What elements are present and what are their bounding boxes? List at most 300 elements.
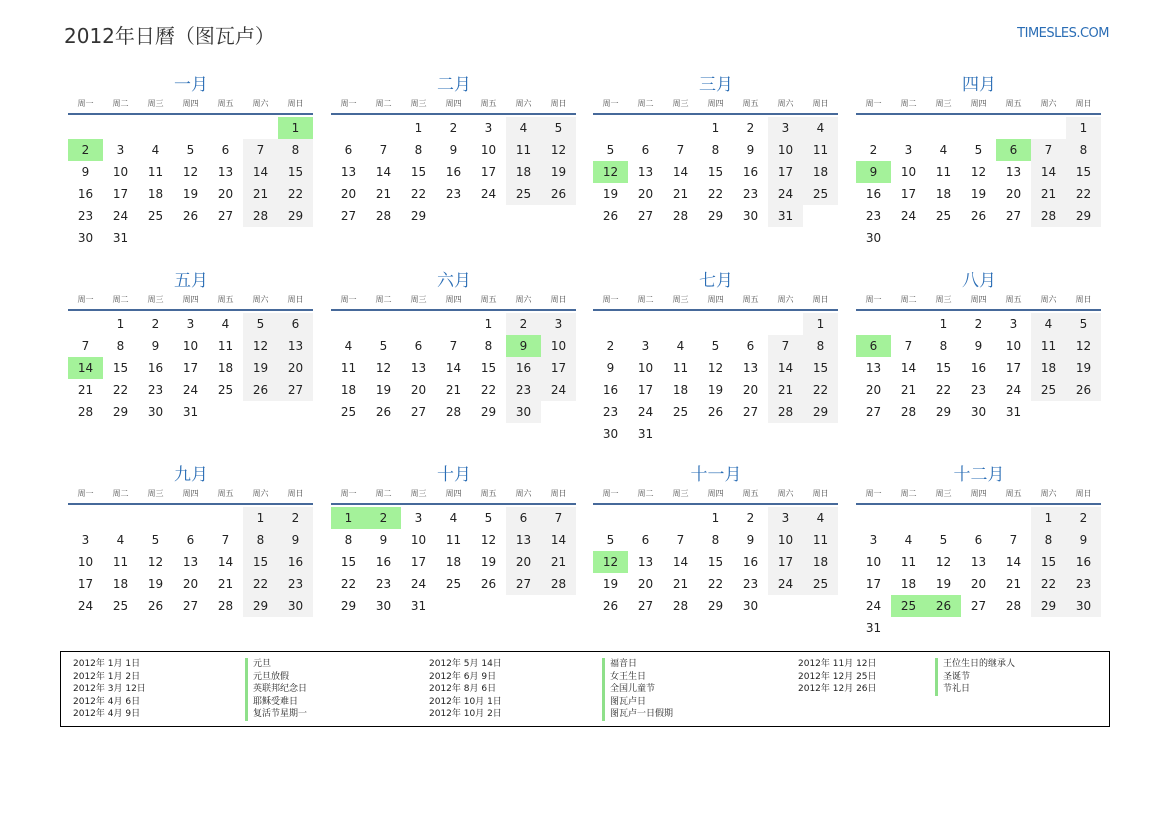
month-divider xyxy=(593,503,838,505)
day-cell: 26 xyxy=(707,405,724,419)
day-cell: 13 xyxy=(1005,165,1022,179)
month-name: 十月 xyxy=(437,465,471,485)
day-cell: 14 xyxy=(1005,555,1022,569)
month-name: 三月 xyxy=(699,75,733,95)
day-cell: 24 xyxy=(112,209,129,223)
empty-cell xyxy=(628,313,663,335)
weekday-label: 周一 xyxy=(77,489,94,498)
day-cell: 28 xyxy=(375,209,392,223)
day-cell: 5 xyxy=(606,533,615,547)
day-cell: 2 xyxy=(449,121,458,135)
day-cell: 4 xyxy=(449,511,458,525)
day-cell: 22 xyxy=(707,187,724,201)
day-cell: 27 xyxy=(637,209,654,223)
empty-cell xyxy=(663,313,698,335)
day-cell: 25 xyxy=(147,209,164,223)
day-cell: 23 xyxy=(445,187,462,201)
weekday-label: 周一 xyxy=(77,295,94,304)
day-cell: 28 xyxy=(672,599,689,613)
day-grid xyxy=(331,313,577,423)
day-cell: 20 xyxy=(410,383,427,397)
day-cell: 3 xyxy=(641,339,650,353)
weekday-label: 周四 xyxy=(182,99,199,108)
day-cell: 2 xyxy=(974,317,983,331)
empty-cell xyxy=(593,507,628,529)
legend-date: 2012年 6月 9日 xyxy=(429,671,497,682)
empty-cell xyxy=(173,117,208,139)
weekday-label: 周三 xyxy=(935,99,952,108)
day-cell: 30 xyxy=(742,209,759,223)
day-cell: 6 xyxy=(414,339,423,353)
empty-cell xyxy=(103,117,138,139)
empty-cell xyxy=(1031,117,1066,139)
day-cell: 14 xyxy=(445,361,462,375)
day-cell: 31 xyxy=(1005,405,1022,419)
day-cell: 30 xyxy=(147,405,164,419)
day-cell: 8 xyxy=(243,529,278,551)
day-cell: 23 xyxy=(970,383,987,397)
day-cell: 19 xyxy=(602,187,619,201)
day-cell: 21 xyxy=(541,551,576,573)
weekday-label: 周六 xyxy=(515,489,532,498)
day-cell: 5 xyxy=(484,511,493,525)
weekday-label: 周一 xyxy=(602,99,619,108)
day-cell: 8 xyxy=(803,335,838,357)
empty-cell xyxy=(366,313,401,335)
day-cell: 25 xyxy=(672,405,689,419)
legend-holiday: 图瓦卢日 xyxy=(602,696,673,709)
day-cell: 12 xyxy=(935,555,952,569)
day-cell: 24 xyxy=(865,599,882,613)
day-cell: 4 xyxy=(116,533,125,547)
day-cell: 22 xyxy=(707,577,724,591)
day-cell: 12 xyxy=(707,361,724,375)
weekday-label: 周五 xyxy=(480,99,497,108)
day-cell: 2 xyxy=(151,317,160,331)
day-cell: 3 xyxy=(484,121,493,135)
day-grid xyxy=(593,507,839,617)
month-divider xyxy=(331,503,576,505)
month-name: 七月 xyxy=(699,271,733,291)
day-cell: 6 xyxy=(344,143,353,157)
month-name: 十一月 xyxy=(690,465,742,485)
day-cell: 7 xyxy=(81,339,90,353)
day-cell: 6 xyxy=(278,313,313,335)
day-cell: 20 xyxy=(217,187,234,201)
day-cell: 14 xyxy=(243,161,278,183)
day-cell: 17 xyxy=(768,161,803,183)
day-cell: 28 xyxy=(900,405,917,419)
day-cell: 21 xyxy=(768,379,803,401)
day-cell: 4 xyxy=(939,143,948,157)
site-link[interactable]: TIMESLES.COM xyxy=(1017,26,1109,41)
empty-cell xyxy=(366,117,401,139)
day-cell: 11 xyxy=(445,533,462,547)
month-calendar xyxy=(331,270,577,423)
day-cell: 29 xyxy=(410,209,427,223)
legend-holiday: 元旦放假 xyxy=(245,671,307,684)
day-cell: 18 xyxy=(147,187,164,201)
day-cell: 13 xyxy=(865,361,882,375)
empty-cell xyxy=(593,117,628,139)
day-cell: 28 xyxy=(541,573,576,595)
day-cell: 20 xyxy=(340,187,357,201)
day-cell: 3 xyxy=(116,143,125,157)
legend-date: 2012年 12月 26日 xyxy=(798,684,877,694)
legend-holiday: 耶稣受难日 xyxy=(245,696,307,709)
weekday-label: 周四 xyxy=(445,99,462,108)
weekday-label: 周日 xyxy=(1075,489,1092,498)
weekday-label: 周日 xyxy=(287,99,304,108)
weekday-label: 周二 xyxy=(900,489,917,498)
weekday-label: 周五 xyxy=(1005,295,1022,304)
day-cell: 30 xyxy=(506,401,541,423)
day-cell: 27 xyxy=(970,599,987,613)
day-cell: 9 xyxy=(974,339,983,353)
weekday-label: 周五 xyxy=(480,489,497,498)
day-cell: 22 xyxy=(803,379,838,401)
month-name: 二月 xyxy=(437,75,471,95)
day-cell: 6 xyxy=(641,533,650,547)
weekday-label: 周五 xyxy=(217,99,234,108)
legend-dates-2 xyxy=(429,658,502,721)
day-cell: 26 xyxy=(480,577,497,591)
day-cell: 15 xyxy=(410,165,427,179)
day-cell: 14 xyxy=(900,361,917,375)
day-cell: 16 xyxy=(602,383,619,397)
day-cell: 20 xyxy=(1005,187,1022,201)
weekday-label: 周四 xyxy=(970,295,987,304)
legend-date: 2012年 10月 1日 xyxy=(429,696,502,707)
day-cell: 8 xyxy=(484,339,493,353)
day-cell: 5 xyxy=(379,339,388,353)
holiday-day: 9 xyxy=(506,335,541,357)
day-cell: 7 xyxy=(1031,139,1066,161)
day-cell: 29 xyxy=(243,595,278,617)
day-cell: 19 xyxy=(602,577,619,591)
day-cell: 5 xyxy=(1066,313,1101,335)
day-cell: 28 xyxy=(77,405,94,419)
day-cell: 31 xyxy=(865,621,882,635)
day-cell: 20 xyxy=(865,383,882,397)
day-cell: 24 xyxy=(637,405,654,419)
day-cell: 2 xyxy=(746,511,755,525)
weekday-label: 周二 xyxy=(637,295,654,304)
weekday-label: 周二 xyxy=(375,295,392,304)
day-cell: 21 xyxy=(77,383,94,397)
month-name: 四月 xyxy=(962,75,996,95)
day-cell: 13 xyxy=(970,555,987,569)
weekday-label: 周五 xyxy=(1005,489,1022,498)
weekday-label: 周日 xyxy=(550,489,567,498)
day-cell: 6 xyxy=(186,533,195,547)
day-cell: 10 xyxy=(768,139,803,161)
day-cell: 27 xyxy=(340,209,357,223)
weekday-label: 周二 xyxy=(112,295,129,304)
day-cell: 21 xyxy=(1005,577,1022,591)
day-cell: 15 xyxy=(340,555,357,569)
day-cell: 3 xyxy=(904,143,913,157)
day-cell: 7 xyxy=(1009,533,1018,547)
day-cell: 18 xyxy=(112,577,129,591)
day-cell: 15 xyxy=(112,361,129,375)
day-cell: 25 xyxy=(217,383,234,397)
day-cell: 2 xyxy=(278,507,313,529)
weekday-label: 周五 xyxy=(742,489,759,498)
empty-cell xyxy=(698,313,733,335)
month-name: 一月 xyxy=(174,75,208,95)
day-cell: 18 xyxy=(672,383,689,397)
day-cell: 4 xyxy=(151,143,160,157)
weekday-label: 周四 xyxy=(707,295,724,304)
day-cell: 26 xyxy=(243,379,278,401)
weekday-label: 周四 xyxy=(182,489,199,498)
day-cell: 8 xyxy=(116,339,125,353)
empty-cell xyxy=(68,117,103,139)
weekday-header xyxy=(856,97,1102,111)
weekday-label: 周一 xyxy=(77,99,94,108)
day-cell: 24 xyxy=(768,573,803,595)
weekday-label: 周二 xyxy=(900,99,917,108)
day-cell: 9 xyxy=(449,143,458,157)
month-calendar xyxy=(593,464,839,617)
day-cell: 10 xyxy=(182,339,199,353)
empty-cell xyxy=(891,507,926,529)
day-cell: 14 xyxy=(217,555,234,569)
day-grid xyxy=(68,507,314,617)
month-name: 六月 xyxy=(437,271,471,291)
holiday-day: 2 xyxy=(68,139,103,161)
day-cell: 23 xyxy=(1066,573,1101,595)
day-cell: 2 xyxy=(606,339,615,353)
day-cell: 3 xyxy=(869,533,878,547)
month-divider xyxy=(68,113,313,115)
day-cell: 17 xyxy=(768,551,803,573)
day-cell: 15 xyxy=(707,555,724,569)
month-calendar xyxy=(68,74,314,249)
day-cell: 13 xyxy=(182,555,199,569)
weekday-label: 周一 xyxy=(865,489,882,498)
day-cell: 16 xyxy=(147,361,164,375)
month-calendar xyxy=(331,464,577,617)
day-cell: 13 xyxy=(410,361,427,375)
month-divider xyxy=(593,113,838,115)
day-cell: 20 xyxy=(742,383,759,397)
day-cell: 19 xyxy=(480,555,497,569)
day-cell: 18 xyxy=(900,577,917,591)
day-cell: 10 xyxy=(768,529,803,551)
day-cell: 22 xyxy=(1031,573,1066,595)
day-cell: 26 xyxy=(147,599,164,613)
day-cell: 8 xyxy=(711,533,720,547)
empty-cell xyxy=(208,507,243,529)
day-cell: 13 xyxy=(637,555,654,569)
weekday-label: 周二 xyxy=(637,99,654,108)
day-cell: 29 xyxy=(935,405,952,419)
legend-date: 2012年 4月 9日 xyxy=(73,709,141,719)
day-cell: 14 xyxy=(672,165,689,179)
day-cell: 17 xyxy=(865,577,882,591)
day-cell: 21 xyxy=(217,577,234,591)
day-cell: 23 xyxy=(742,187,759,201)
day-cell: 7 xyxy=(904,339,913,353)
day-cell: 13 xyxy=(506,529,541,551)
day-cell: 25 xyxy=(340,405,357,419)
day-cell: 1 xyxy=(711,121,720,135)
weekday-label: 周六 xyxy=(252,489,269,498)
day-cell: 13 xyxy=(278,335,313,357)
weekday-label: 周二 xyxy=(375,489,392,498)
month-calendar xyxy=(68,464,314,617)
holiday-day: 1 xyxy=(278,117,313,139)
day-cell: 29 xyxy=(1066,205,1101,227)
empty-cell xyxy=(138,507,173,529)
legend-date: 2012年 3月 12日 xyxy=(73,684,146,694)
day-cell: 16 xyxy=(865,187,882,201)
day-cell: 10 xyxy=(480,143,497,157)
day-cell: 16 xyxy=(742,165,759,179)
day-cell: 21 xyxy=(900,383,917,397)
day-cell: 11 xyxy=(803,139,838,161)
day-cell: 12 xyxy=(970,165,987,179)
weekday-label: 周三 xyxy=(147,295,164,304)
day-cell: 26 xyxy=(602,599,619,613)
day-cell: 12 xyxy=(243,335,278,357)
month-divider xyxy=(856,309,1101,311)
legend-date: 2012年 10月 2日 xyxy=(429,709,502,719)
day-cell: 30 xyxy=(278,595,313,617)
day-cell: 17 xyxy=(77,577,94,591)
day-cell: 6 xyxy=(221,143,230,157)
day-cell: 29 xyxy=(480,405,497,419)
day-cell: 14 xyxy=(768,357,803,379)
weekday-label: 周日 xyxy=(550,99,567,108)
holiday-day: 9 xyxy=(856,161,891,183)
day-cell: 4 xyxy=(904,533,913,547)
weekday-label: 周三 xyxy=(410,295,427,304)
day-cell: 17 xyxy=(541,357,576,379)
day-cell: 10 xyxy=(112,165,129,179)
weekday-label: 周一 xyxy=(340,295,357,304)
day-cell: 10 xyxy=(900,165,917,179)
weekday-label: 周一 xyxy=(865,295,882,304)
day-cell: 30 xyxy=(970,405,987,419)
legend-date: 2012年 8月 6日 xyxy=(429,684,497,694)
day-cell: 26 xyxy=(182,209,199,223)
day-cell: 20 xyxy=(970,577,987,591)
day-cell: 19 xyxy=(243,357,278,379)
legend-names-3 xyxy=(935,658,1015,696)
weekday-label: 周六 xyxy=(1040,295,1057,304)
day-cell: 4 xyxy=(1031,313,1066,335)
month-name: 五月 xyxy=(174,271,208,291)
holiday-day: 2 xyxy=(366,507,401,529)
weekday-header xyxy=(856,487,1102,501)
day-cell: 26 xyxy=(375,405,392,419)
day-cell: 28 xyxy=(445,405,462,419)
holiday-day: 1 xyxy=(331,507,366,529)
day-grid xyxy=(68,117,314,249)
day-cell: 5 xyxy=(606,143,615,157)
empty-cell xyxy=(331,313,366,335)
empty-cell xyxy=(891,313,926,335)
weekday-label: 周六 xyxy=(777,295,794,304)
day-cell: 24 xyxy=(480,187,497,201)
month-calendar xyxy=(593,74,839,227)
weekday-label: 周日 xyxy=(1075,295,1092,304)
day-cell: 7 xyxy=(221,533,230,547)
day-cell: 12 xyxy=(480,533,497,547)
day-cell: 29 xyxy=(340,599,357,613)
day-cell: 6 xyxy=(506,507,541,529)
day-cell: 17 xyxy=(480,165,497,179)
day-cell: 15 xyxy=(278,161,313,183)
day-cell: 6 xyxy=(746,339,755,353)
day-cell: 5 xyxy=(711,339,720,353)
day-cell: 29 xyxy=(1031,595,1066,617)
day-cell: 12 xyxy=(1066,335,1101,357)
day-cell: 11 xyxy=(803,529,838,551)
month-name: 十二月 xyxy=(953,465,1005,485)
month-divider xyxy=(68,503,313,505)
day-cell: 1 xyxy=(1066,117,1101,139)
day-cell: 8 xyxy=(344,533,353,547)
day-cell: 1 xyxy=(116,317,125,331)
weekday-label: 周四 xyxy=(445,489,462,498)
legend-holiday: 英联邦纪念日 xyxy=(245,683,307,696)
weekday-label: 周日 xyxy=(812,295,829,304)
day-cell: 5 xyxy=(939,533,948,547)
weekday-label: 周五 xyxy=(217,295,234,304)
month-calendar xyxy=(856,74,1102,249)
day-cell: 23 xyxy=(602,405,619,419)
holiday-day: 26 xyxy=(926,595,961,617)
day-cell: 12 xyxy=(147,555,164,569)
day-grid xyxy=(331,117,577,227)
legend-holiday: 全国儿童节 xyxy=(602,683,673,696)
weekday-label: 周四 xyxy=(707,489,724,498)
day-cell: 24 xyxy=(1005,383,1022,397)
day-cell: 11 xyxy=(112,555,129,569)
weekday-header xyxy=(68,487,314,501)
day-cell: 27 xyxy=(278,379,313,401)
month-name: 八月 xyxy=(962,271,996,291)
day-cell: 1 xyxy=(414,121,423,135)
day-cell: 3 xyxy=(768,117,803,139)
weekday-label: 周五 xyxy=(1005,99,1022,108)
day-cell: 19 xyxy=(707,383,724,397)
empty-cell xyxy=(996,117,1031,139)
month-divider xyxy=(593,309,838,311)
day-cell: 18 xyxy=(803,161,838,183)
empty-cell xyxy=(68,507,103,529)
day-cell: 25 xyxy=(445,577,462,591)
day-cell: 5 xyxy=(186,143,195,157)
holiday-day: 6 xyxy=(856,335,891,357)
legend-dates-1 xyxy=(73,658,146,721)
weekday-label: 周一 xyxy=(602,295,619,304)
day-cell: 10 xyxy=(637,361,654,375)
day-cell: 10 xyxy=(77,555,94,569)
day-cell: 30 xyxy=(602,427,619,441)
empty-cell xyxy=(68,313,103,335)
day-cell: 7 xyxy=(379,143,388,157)
legend-date: 2012年 1月 1日 xyxy=(73,659,141,669)
weekday-label: 周四 xyxy=(970,489,987,498)
day-cell: 8 xyxy=(278,139,313,161)
empty-cell xyxy=(926,507,961,529)
day-cell: 29 xyxy=(278,205,313,227)
